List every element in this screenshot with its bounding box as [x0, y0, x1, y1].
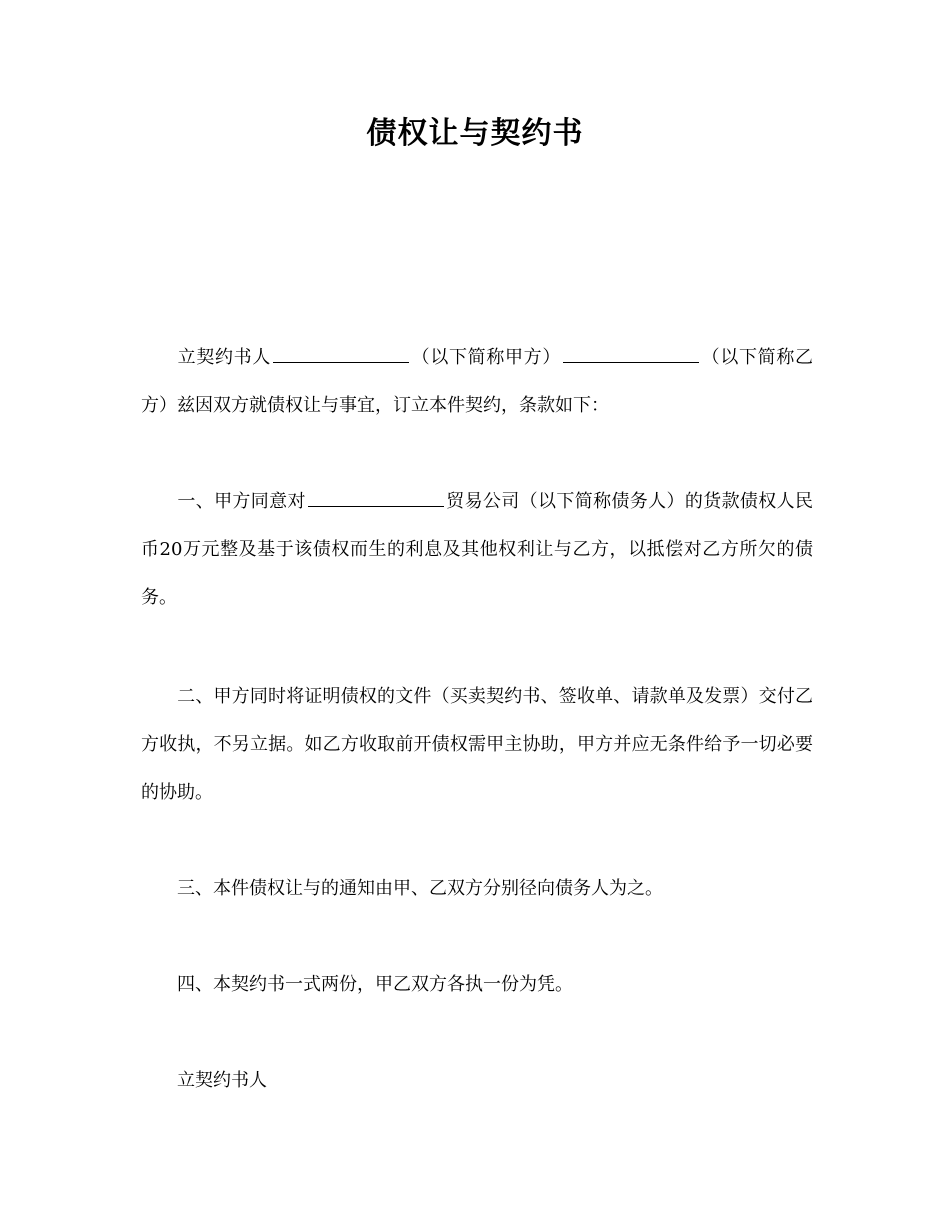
intro-text-c: 方）兹因双方就债权让与事宜，订立本件契约，条款如下：: [141, 395, 609, 416]
party-b-blank: [563, 342, 699, 363]
clause-3-text: 三、本件债权让与的通知由甲、乙双方分别径向债务人为之。: [177, 878, 663, 899]
clause-2-text: 二、甲方同时将证明债权的文件（买卖契约书、签收单、请款单及发票）交付乙方收执，不另立据。如乙方收取前开债权需甲主协助，甲方并应无条件给予一切必要的协助。: [141, 686, 813, 803]
debtor-company-blank: [308, 486, 444, 507]
clause-1: [141, 478, 813, 622]
signature-label: 立契约书人: [177, 1070, 267, 1091]
party-a-blank: [273, 342, 409, 363]
intro-paragraph: [141, 334, 813, 430]
clause-4-text: 四、本契约书一式两份，甲乙双方各执一份为凭。: [177, 974, 573, 995]
clause-4: [141, 961, 813, 1009]
clause-1-text-after: 贸易公司（以下简称债务人）的货款债权人民币20万元整及基于该债权而生的利息及其他权利让与乙方，以抵偿对乙方所欠的债务。: [141, 491, 814, 608]
clause-1-text-before: 一、甲方同意对: [177, 491, 306, 512]
intro-text-b: （以下简称乙: [701, 347, 813, 368]
signature-line: [141, 1057, 813, 1105]
clause-2: [141, 673, 813, 817]
clause-3: [141, 865, 813, 913]
intro-text-a: （以下简称甲方）: [411, 347, 561, 368]
intro-party-label: 立契约书人: [177, 347, 271, 368]
document-title: 债权让与契约书: [366, 116, 584, 151]
